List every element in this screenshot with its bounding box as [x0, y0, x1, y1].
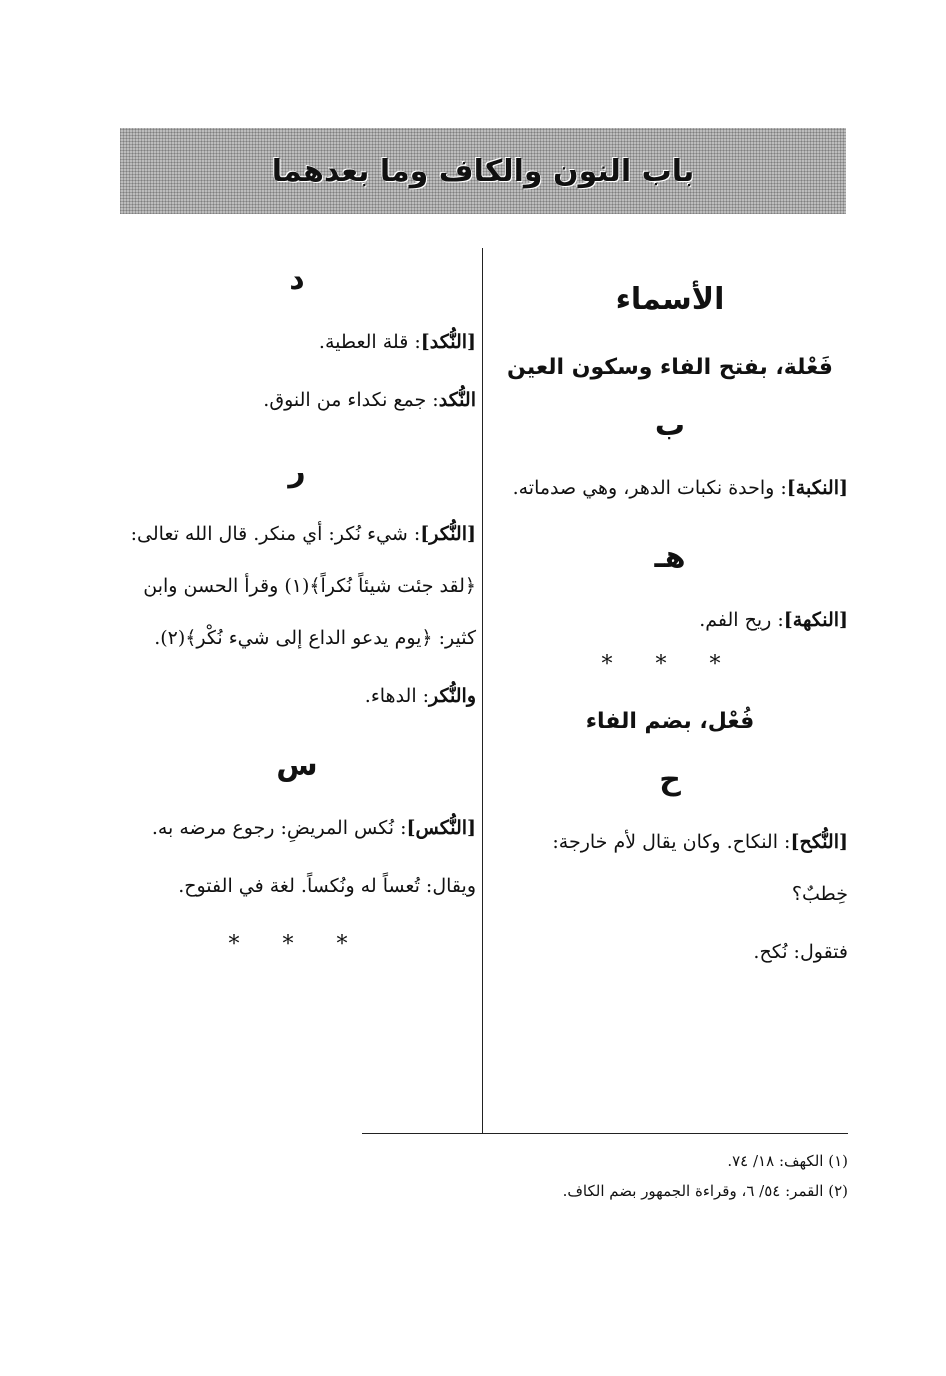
entry-term: [النُّكح] [790, 831, 848, 853]
entry-nukr-cunning [118, 670, 476, 722]
entry-term: النُّكد [438, 389, 476, 411]
entry-definition: : جمع نكداء من النوق. [263, 389, 439, 411]
entry-term: [النُّكر] [420, 523, 476, 545]
chapter-banner [120, 128, 846, 214]
entry-term: [النُّكس] [406, 817, 476, 839]
entry-definition: : نُكس المريضِ: رجوع مرضه به. [151, 817, 407, 839]
right-column [492, 270, 848, 984]
entry-term: [النكهة] [783, 609, 848, 631]
footnote-1: (١) الكهف: ١٨/ ٧٤. [727, 1152, 848, 1170]
letter-heading-s: س [276, 748, 318, 783]
entry-nakba [492, 462, 848, 514]
entry-nukd [118, 316, 476, 368]
letter-heading-d: د [289, 262, 305, 297]
pattern-heading: فَعْلة، بفتح الفاء وسكون العين [507, 355, 833, 380]
footnote-rule [362, 1133, 848, 1134]
section-heading: الأسماء [615, 282, 725, 317]
footnote-2: (٢) القمر: ٥٤/ ٦، وقراءة الجمهور بضم الكاف. [562, 1182, 848, 1200]
entry-nakha [492, 594, 848, 646]
entry-nukh [492, 816, 848, 920]
entry-definition: : الدهاء. [364, 685, 430, 707]
entry-definition: : النكاح. وكان يقال لأم خارجة: خِطبٌ؟ [552, 831, 848, 905]
entry-definition: : واحدة نكبات الدهر، وهي صدماته. [512, 477, 787, 499]
entry-definition: : ريح الفم. [699, 609, 784, 631]
entry-term: [النكبة] [786, 477, 848, 499]
pattern-heading: فُعْل، بضم الفاء [585, 709, 755, 734]
section-separator: * * * [601, 652, 739, 677]
entry-term: والنُّكر [429, 685, 476, 707]
letter-heading-h: هـ [654, 540, 686, 575]
entry-nuks [118, 802, 476, 854]
section-separator: * * * [228, 932, 366, 957]
entry-nukr [118, 508, 476, 664]
left-column [118, 262, 476, 989]
entry-definition: : شيء نُكر: أي منكر. قال الله تعالى: ﴿لقد جئت شيئاً نُكراً﴾(١) وقرأ الحسن وابن كثير: ﴿يوم يدعو الداع إلى شيء نُكْر﴾(٢). [130, 523, 476, 649]
entry-term: [النُّكد] [420, 331, 476, 353]
footnotes [362, 1146, 848, 1206]
letter-heading-r: ر [288, 454, 306, 489]
entry-nukh-continued: فتقول: نُكح. [753, 941, 848, 963]
column-divider [482, 248, 483, 1134]
letter-heading-b: ب [654, 408, 686, 443]
entry-nukd-plural [118, 374, 476, 426]
entry-definition: : قلة العطية. [318, 331, 421, 353]
chapter-title: باب النون والكاف وما بعدهما [271, 153, 695, 189]
entry-nuks-saying: ويقال: تُعساً له ونُكساً. لغة في الفتوح. [178, 875, 476, 897]
letter-heading-ha: ح [659, 762, 681, 797]
